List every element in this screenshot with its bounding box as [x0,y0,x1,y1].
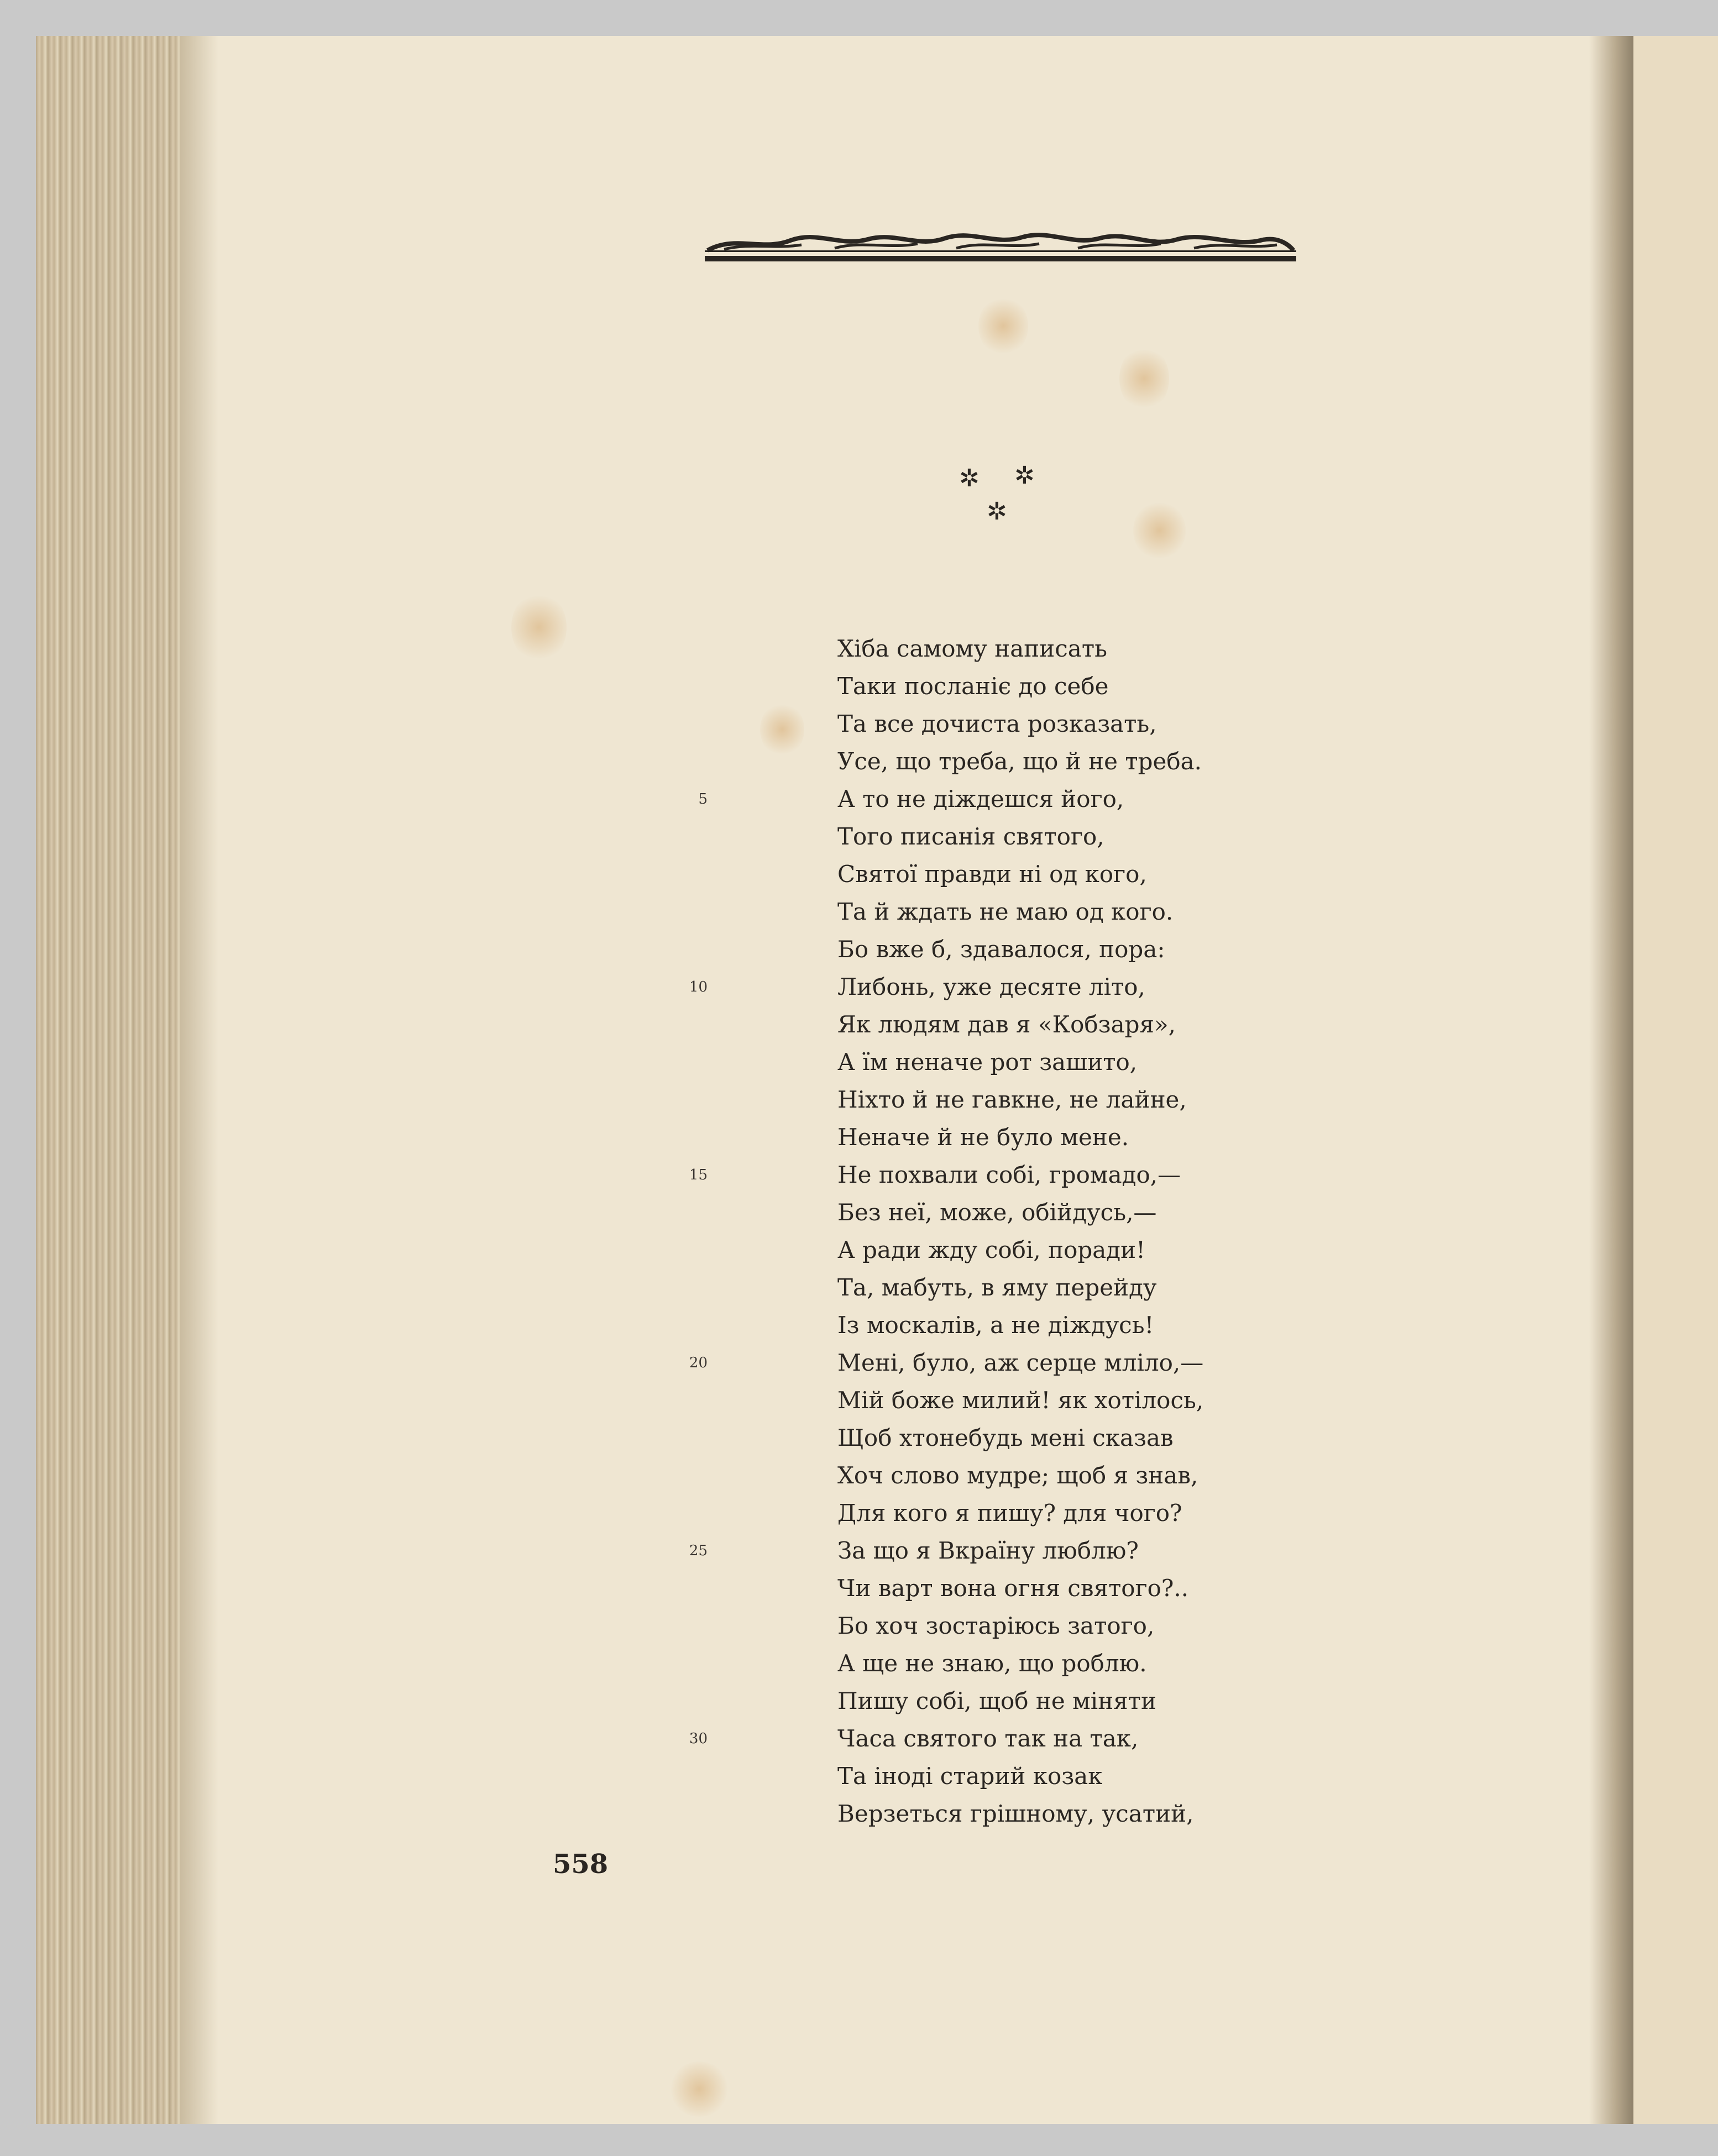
poem-line-text: За що я Вкраїну люблю? [837,1537,1139,1564]
foxing-stain [1119,345,1169,412]
poem-line-text: Як людям дав я «Кобзаря», [837,1011,1176,1038]
book-scan [36,36,1718,2124]
poem-line [689,1720,1335,1758]
line-number: 10 [689,979,708,995]
svg-text:✲: ✲ [1014,461,1035,490]
poem-body [689,630,1335,1833]
poem-line [727,1758,1335,1795]
svg-text:✲: ✲ [959,464,980,492]
foxing-stain [1133,500,1186,561]
poem-line-text: Хіба самому написать [837,635,1107,662]
poem-line [727,1457,1335,1494]
asterism-icon [948,448,1047,542]
poem-line [689,1344,1335,1382]
poem-line-text: Таки посланіє до себе [837,673,1109,700]
poem-line [727,1119,1335,1156]
line-number: 5 [698,791,708,807]
poem-line-text: Без неї, може, обійдусь,— [837,1199,1157,1226]
poem-line-text: Та, мабуть, в яму перейду [837,1274,1157,1301]
poem-line [727,1006,1335,1043]
poem-line [727,668,1335,705]
poem-line [727,1081,1335,1119]
poem-line [689,1156,1335,1194]
poem-line-text: Неначе й не було мене. [837,1124,1129,1151]
poem-line-text: А то не діждешся його, [837,785,1124,812]
line-number: 25 [689,1543,708,1559]
poem-line-text: Верзеться грішному, усатий, [837,1800,1194,1827]
line-number: 20 [689,1355,708,1371]
poem-line [727,931,1335,968]
poem-line-text: Пишу собі, щоб не міняти [837,1687,1156,1714]
poem-line [727,743,1335,780]
poem-line [727,893,1335,931]
line-number: 15 [689,1167,708,1183]
poem-line [727,856,1335,893]
poem-line-text: Та іноді старий козак [837,1762,1103,1790]
poem-line [727,1494,1335,1532]
poem-line [727,818,1335,856]
poem-line [727,630,1335,668]
poem-line [727,1645,1335,1682]
poem-line [727,1795,1335,1833]
poem-line [727,1307,1335,1344]
poem-line-text: Либонь, уже десяте літо, [837,973,1145,1000]
poem-line-text: Мені, було, аж серце мліло,— [837,1349,1204,1376]
poem-line [727,1194,1335,1231]
poem-line [727,1607,1335,1645]
page-edges [36,36,185,2124]
poem-line-text: А їм неначе рот зашито, [837,1048,1138,1076]
book-gutter [1589,36,1633,2124]
foxing-stain [978,296,1028,356]
poem-line-text: Часа святого так на так, [837,1725,1139,1752]
foxing-stain [511,591,567,663]
poem-line [727,1570,1335,1607]
poem-line-text: Мій боже милий! як хотілось, [837,1387,1204,1414]
poem-line-text: Щоб хтонебудь мені сказав [837,1424,1174,1451]
poem-line [698,780,1335,818]
poem-line [727,1269,1335,1307]
page-number: 558 [553,1849,609,1880]
poem-line-text: Та й ждать не маю од кого. [837,898,1174,925]
decorative-headpiece-icon [702,224,1299,268]
poem-line-text: Хоч слово мудре; щоб я знав, [837,1462,1198,1489]
poem-line-text: Бо хоч зостаріюсь затого, [837,1612,1155,1639]
poem-line-text: Усе, що треба, що й не треба. [837,748,1202,775]
poem-line-text: Того писанія святого, [837,823,1104,850]
poem-line [727,1231,1335,1269]
poem-line [727,1419,1335,1457]
poem-line-text: Не похвали собі, громадо,— [837,1161,1181,1188]
poem-line-text: А ради жду собі, поради! [837,1236,1146,1263]
poem-line-text: Чи варт вона огня святого?.. [837,1575,1189,1602]
foxing-stain [669,2061,730,2117]
poem-line [689,968,1335,1006]
poem-line [727,1043,1335,1081]
line-number: 30 [689,1730,708,1747]
poem-line [727,1382,1335,1419]
poem-line-text: А ще не знаю, що роблю. [837,1650,1147,1677]
poem-line-text: Ніхто й не гавкне, не лайне, [837,1086,1187,1113]
page-edges-shadow [180,36,218,2124]
poem-line-text: Святої правди ні од кого, [837,861,1147,888]
poem-line [727,705,1335,743]
facing-page-edge [1633,36,1718,2124]
poem-line [689,1532,1335,1570]
poem-line-text: Та все дочиста розказать, [837,710,1157,737]
poem-line [727,1682,1335,1720]
poem-line-text: Бо вже б, здавалося, пора: [837,936,1165,963]
poem-line-text: Із москалів, а не діждусь! [837,1312,1154,1339]
poem-line-text: Для кого я пишу? для чого? [837,1499,1182,1526]
svg-text:✲: ✲ [987,497,1007,526]
